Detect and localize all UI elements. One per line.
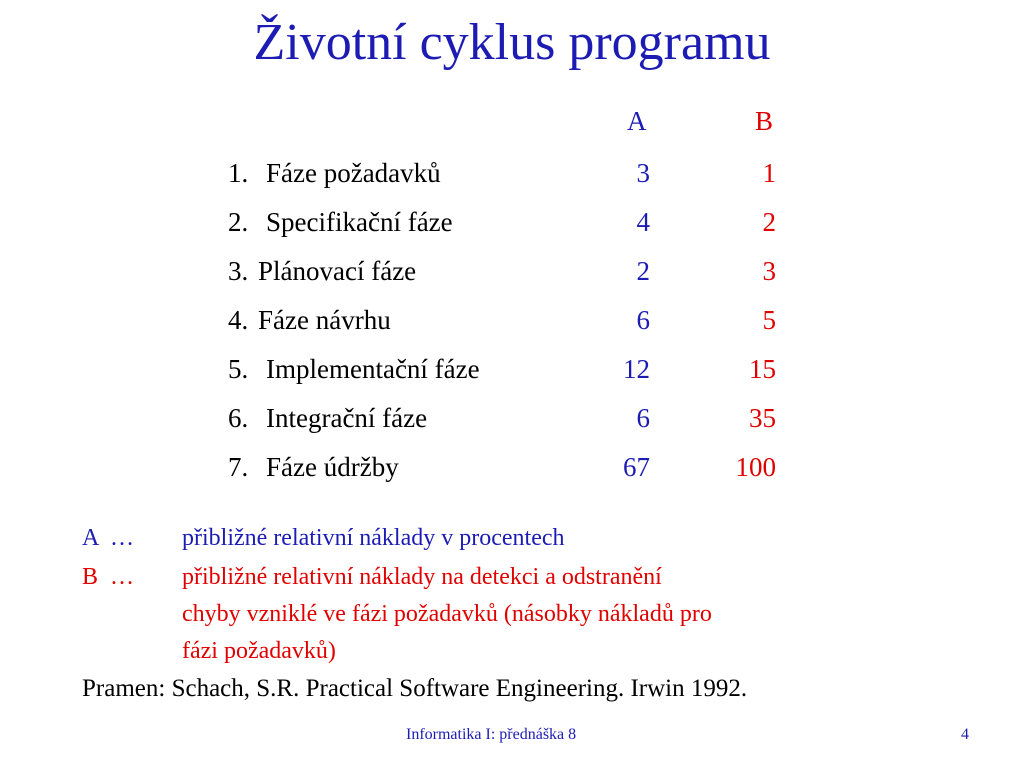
- row-number: 7.: [228, 452, 249, 482]
- legend-a-key: A …: [82, 525, 135, 551]
- table-row: [0, 156, 1024, 196]
- row-label: Specifikační fáze: [266, 207, 453, 237]
- legend-a-text: přibližné relativní náklady v procentech: [182, 525, 565, 551]
- row-label: Fáze návrhu: [258, 305, 391, 335]
- row-label: Fáze požadavků: [266, 158, 441, 188]
- page-number: 4: [961, 726, 969, 743]
- table-row: [0, 401, 1024, 441]
- table-row: [0, 352, 1024, 392]
- source-citation: Pramen: Schach, S.R. Practical Software Engineering. Irwin 1992.: [82, 675, 748, 702]
- row-number: 4.: [228, 305, 249, 335]
- table-row: [0, 205, 1024, 245]
- row-value-b: 100: [735, 452, 776, 482]
- row-value-a: 2: [636, 256, 650, 286]
- slide-title: Životní cyklus programu: [253, 14, 771, 71]
- row-value-a: 3: [636, 158, 650, 188]
- legend-b-line: fázi požadavků): [182, 638, 336, 664]
- table-row: [0, 450, 1024, 490]
- table-row: [0, 254, 1024, 294]
- legend-b-key: B …: [82, 564, 135, 590]
- row-value-a: 67: [623, 452, 650, 482]
- column-header-a: A: [627, 106, 647, 136]
- table-row: [0, 303, 1024, 343]
- row-label: Plánovací fáze: [258, 256, 417, 286]
- row-value-b: 35: [749, 403, 776, 433]
- row-number: 2.: [228, 207, 249, 237]
- row-value-b: 2: [762, 207, 776, 237]
- row-number: 3.: [228, 256, 249, 286]
- column-header-b: B: [755, 106, 774, 136]
- legend-b-line: chyby vzniklé ve fázi požadavků (násobky nákladů pro: [182, 601, 712, 627]
- row-value-b: 15: [749, 354, 776, 384]
- row-label: Integrační fáze: [266, 403, 428, 433]
- row-value-b: 5: [762, 305, 776, 335]
- row-value-b: 1: [762, 158, 776, 188]
- row-label: Implementační fáze: [266, 354, 480, 384]
- row-value-a: 6: [636, 305, 650, 335]
- legend-b-line: přibližné relativní náklady na detekci a odstranění: [182, 564, 662, 590]
- row-number: 1.: [228, 158, 249, 188]
- row-label: Fáze údržby: [266, 452, 399, 482]
- row-number: 6.: [228, 403, 249, 433]
- row-value-a: 12: [623, 354, 650, 384]
- row-value-b: 3: [762, 256, 776, 286]
- row-value-a: 6: [636, 403, 650, 433]
- footer-course: Informatika I: přednáška 8: [406, 726, 577, 743]
- row-number: 5.: [228, 354, 249, 384]
- row-value-a: 4: [636, 207, 650, 237]
